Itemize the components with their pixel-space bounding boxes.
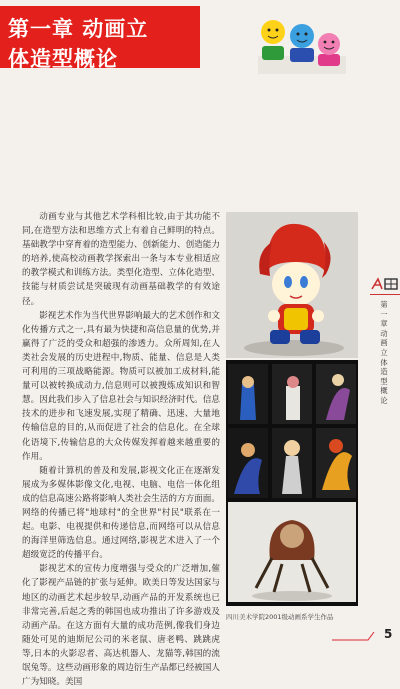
chapter-title-banner [0, 6, 200, 71]
body-text [22, 210, 220, 689]
student-works-collage [226, 360, 358, 606]
paragraph: 影视艺术作为当代世界影响最大的艺术创作和文化传播方式之一,具有最为快捷和高信息量的优势,并赢得了广泛的受众和超强的渗透力。众所周知,在人类社会发展的历史进程中,物质、能量、信息是人类可利用的三项战略能源。物质可以被加工成材料,能量可以被转换成动力,信息则可以被搜炼成知识和智慧。因此我们步入了信息社会与知识经济时代。信息技术的进步和飞速发展,实现了精确、迅速、大量地传输信息的目的,从而促进了社会的信息化。在全球化语境下,传输信息的大众传媒发挥着越来越重要的作用。 [22, 310, 220, 462]
figure-caption: 四川美术学院2001级动画系学生作品 [226, 613, 334, 621]
sidebar-divider [370, 294, 400, 295]
page-number: 5 [384, 627, 393, 641]
paragraph: 随着计算机的普及和发展,影视文化正在逐渐发展成为多媒体影像文化,电视、电脑、电信一体化组成的信息高速公路将影响人类社会生活的方方面面。网络的传播已将"地球村"的全世界"村民"联系在一起。电影、电视提供和传递信息,而网络可以从信息的海洋里筛选信息。通过网络,影视艺术进入了一个超级宽泛的传播平台。 [22, 465, 220, 561]
paragraph: 动画专业与其他艺术学科相比较,由于其功能不同,在造型方法和思维方式上有着自己鲜明的特点。基础教学中穿育着的造型能力、创新能力、创造能力的培养,使高校动画教学探索出一条与本专业相适应的教学模式和训练方法。类型化造型、立体化造型、技能与材质尝试是突破现有动画基础教学的有效途径。 [22, 212, 220, 307]
smiley-figurines-image [258, 12, 346, 74]
chapter-title [8, 14, 148, 74]
clay-character-photo [226, 212, 358, 358]
chapter-title-line1: 第一章 动画立 [8, 17, 149, 41]
paragraph: 影视艺术的宣传力度增强与受众的广泛增加,催化了影视产品链的扩张与延伸。欧美日等发达国家与地区的动画艺术起步较早,动画产品的开发系统也已非常完善,后起之秀的韩国也成功推出了许多游戏及动画产品。在这方面有大量的成功范例,像我们身边随处可见的迪斯尼公司的米老鼠、唐老鸭、跳跳虎等,日本的火影忍者、高达机器人、龙猫等,韩国的流氓兔等。这些动画形象的周边衍生产品都已经被国人广为知晓。美国 [22, 564, 220, 688]
sidebar-chapter-label: 第一章 动画立体造型概论 [380, 300, 388, 405]
footer-arrow-icon [330, 630, 378, 644]
animation-logo-icon [370, 275, 400, 293]
chapter-title-line2: 体造型概论 [8, 47, 118, 71]
